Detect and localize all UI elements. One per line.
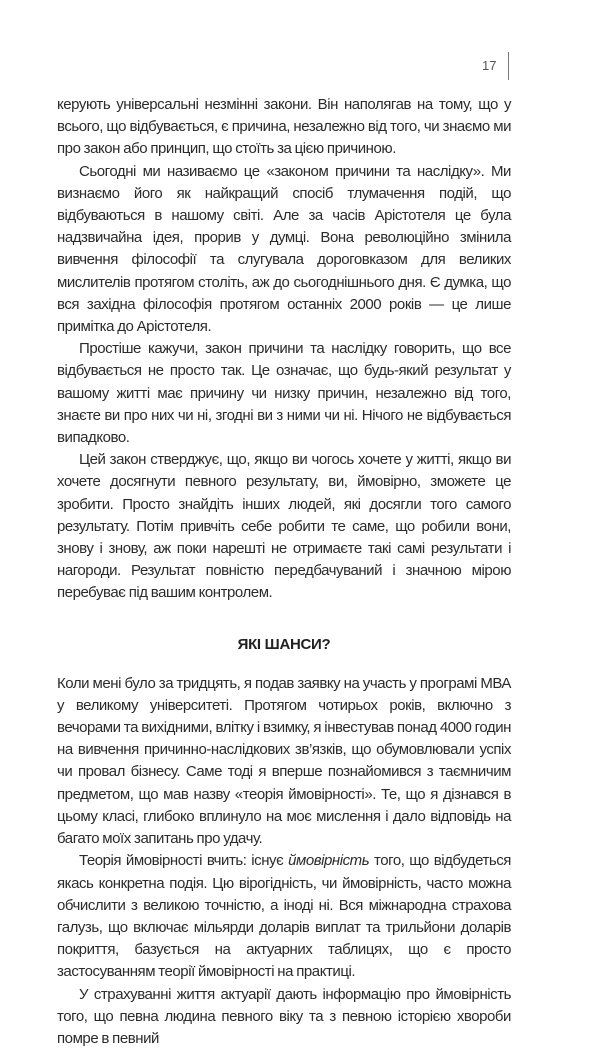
emphasis-probability: ймовірність <box>288 852 370 870</box>
paragraph-7: У страхуванні життя актуарії дають інформацію про ймовірність того, що певна людина певного віку та з певною історією хвороби помре в певний <box>57 985 511 1047</box>
page-number-rule <box>508 52 509 80</box>
section-heading: ЯКІ ШАНСИ? <box>237 635 331 653</box>
paragraph-6 <box>57 850 511 983</box>
paragraph-3: Простіше кажучи, закон причини та наслідку говорить, що все відбувається не просто так. Це означає, що будь-який результат у вашому житті має причину чи низку причин, незалежно від того, знаєте ви про них чи ні, згодні ви з ними чи ні. Нічого не відбувається випадково. <box>57 340 511 447</box>
paragraph-2: Сьогодні ми називаємо це «законом причини та наслідку». Ми визнаємо його як найкращий спосіб тлумачення подій, що відбуваються в нашому світі. Але за часів Арістотеля це була надзвичайна ідея, прорив у думці. Вона революційно змінила вивчення філософії та слугувала дороговказом для великих мислителів протягом століть, аж до сьогоднішнього дня. Є думка, що вся західна філософія протягом останніх 2000 років — це лише примітка до Арістотеля. <box>57 162 511 336</box>
page-number: 17 <box>482 58 497 73</box>
paragraph-6-start: Теорія ймовірності вчить: існує <box>79 852 289 870</box>
paragraph-6-end: того, що відбудеться якась конкретна подія. Цю вірогідність, чи ймовірність, часто можна обчислити з великою точністю, а іноді ні. Вся міжнародна страхова галузь, що включає мільярди доларів виплат та трильйони доларів покриття, базується на актуарних таблицях, що є просто застосуванням теорії ймовірності на практиці. <box>57 852 511 981</box>
paragraph-5: Коли мені було за тридцять, я подав заявку на участь у програмі МВА у великому університеті. Протягом чотирьох років, включно з вечорами та вихідними, влітку і взимку, я інвестував понад 4000 годин на вивчення причинно-наслідкових зв’язків, що обумовлювали успіх чи провал бізнесу. Саме тоді я вперше познайомився з таємничим предметом, що мав назву «теорія ймовірності». Те, що я дізнався в цьому класі, глибоко вплинуло на моє мислення і дало відповідь на багато моїх запитань про удачу. <box>57 674 511 848</box>
body-text <box>57 94 511 1050</box>
paragraph-4: Цей закон стверджує, що, якщо ви чогось хочете у житті, якщо ви хочете досягнути певного результату, ви, ймовірно, зможете це зробити. Просто знайдіть інших людей, які досягли того самого результату. Потім привчіть себе робити те саме, що робили вони, знову і знову, аж поки нарешті не отримаєте такі самі результати і нагороди. Результат повністю передбачуваний і значною мірою перебуває під вашим контролем. <box>57 451 511 602</box>
paragraph-1: керують універсальні незмінні закони. Він наполягав на тому, що у всього, що відбувається, є причина, незалежно від того, чи знаємо ми про закон або принцип, що стоїть за цією причиною. <box>57 96 511 158</box>
